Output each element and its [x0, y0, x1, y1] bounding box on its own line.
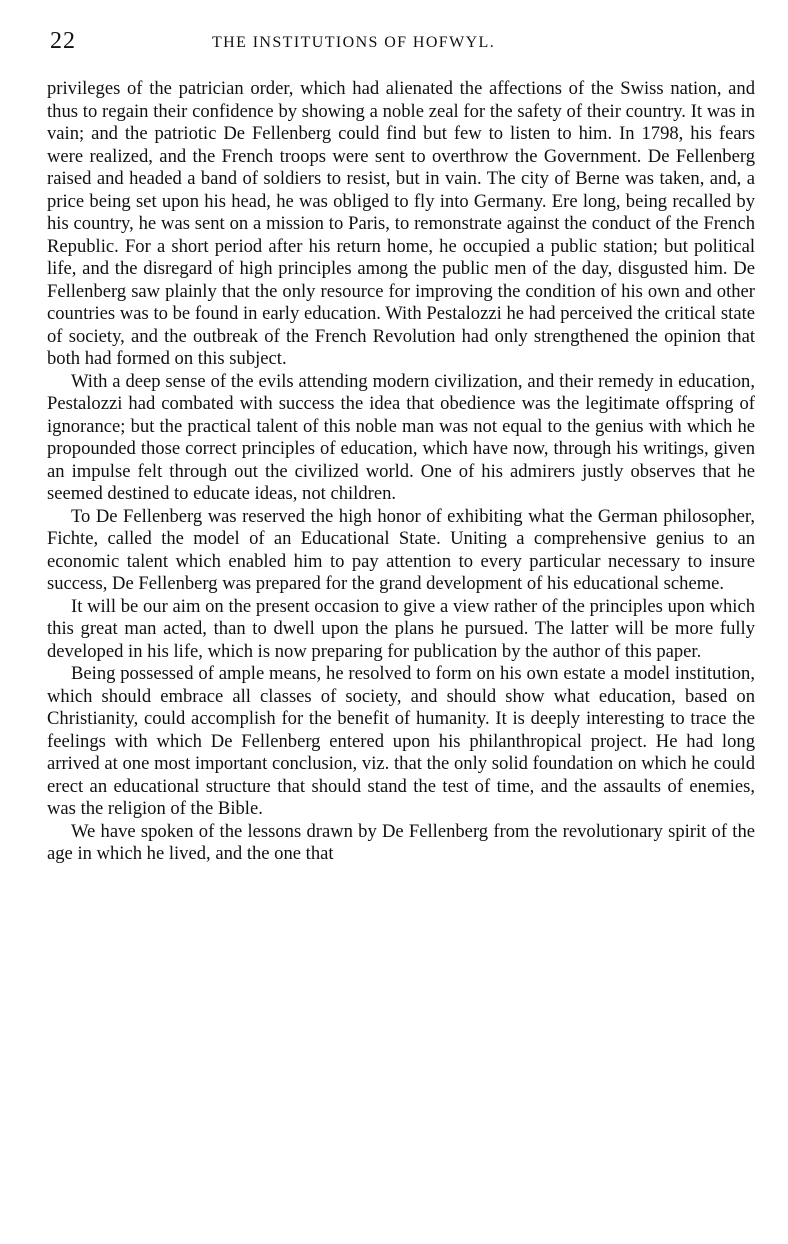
- paragraph-pestalozzi: With a deep sense of the evils attending modern civilization, and their remedy in education, Pestalozzi had combated with success the idea that obedience was the legitimate offspring of ignorance; but the practical talent of this noble man was not equal to the genius with which he propounded those correct principles of education, which have now, through his writings, given an impulse felt through out the civilized world. One of his admirers justly observes that he seemed destined to educate ideas, not children.: [47, 370, 755, 504]
- page-number: 22: [50, 28, 76, 54]
- paragraph-aim: It will be our aim on the present occasion to give a view rather of the principles upon which this great man acted, than to dwell upon the plans he pursued. The latter will be more fully developed in his life, which is now preparing for publication by the author of this paper.: [47, 595, 755, 662]
- paragraph-model-institution: Being possessed of ample means, he resolved to form on his own estate a model institution, which should embrace all classes of society, and should show what education, based on Christianity, could accomplish for the benefit of humanity. It is deeply interesting to trace the feelings with which De Fellenberg entered upon his philanthropical project. He had long arrived at one most important conclusion, viz. that the only solid foundation on which he could erect an educational structure that should stand the test of time, and the assaults of enemies, was the religion of the Bible.: [47, 663, 755, 819]
- paragraph-continuation: privileges of the patrician order, which had alienated the affections of the Swiss nation, and thus to regain their confidence by showing a noble zeal for the safety of their country. It was in vain; and the patriotic De Fellenberg could find but few to listen to him. In 1798, his fears were realized, and the French troops were sent to overthrow the Government. De Fellenberg raised and headed a band of soldiers to resist, but in vain. The city of Berne was taken, and, a price being set upon his head, he was obliged to fly into Germany. Ere long, being recalled by his country, he was sent on a mission to Paris, to remonstrate against the conduct of the French Republic. For a short period after his return home, he occupied a public station; but political life, and the disregard of high principles among the public men of the day, disgusted him. De Fellenberg saw plainly that the only resource for improving the condition of his own and other countries was to be found in early education. With Pestalozzi he had perceived the critical state of society, and the outbreak of the French Revolution had only strengthened the opinion that both had formed on this subject.: [47, 78, 755, 369]
- page-header: [50, 28, 755, 58]
- running-title: THE INSTITUTIONS OF HOFWYL.: [212, 34, 496, 51]
- paragraph-fichte: To De Fellenberg was reserved the high honor of exhibiting what the German philosopher, Fichte, called the model of an Educational State. Uniting a comprehensive genius to an economic talent which enabled him to pay attention to every particular necessary to insure success, De Fellenberg was prepared for the grand development of his educational scheme.: [47, 505, 755, 594]
- body-text: [47, 78, 755, 866]
- paragraph-revolutionary-spirit: We have spoken of the lessons drawn by De Fellenberg from the revolutionary spirit of the age in which he lived, and the one that: [47, 820, 755, 864]
